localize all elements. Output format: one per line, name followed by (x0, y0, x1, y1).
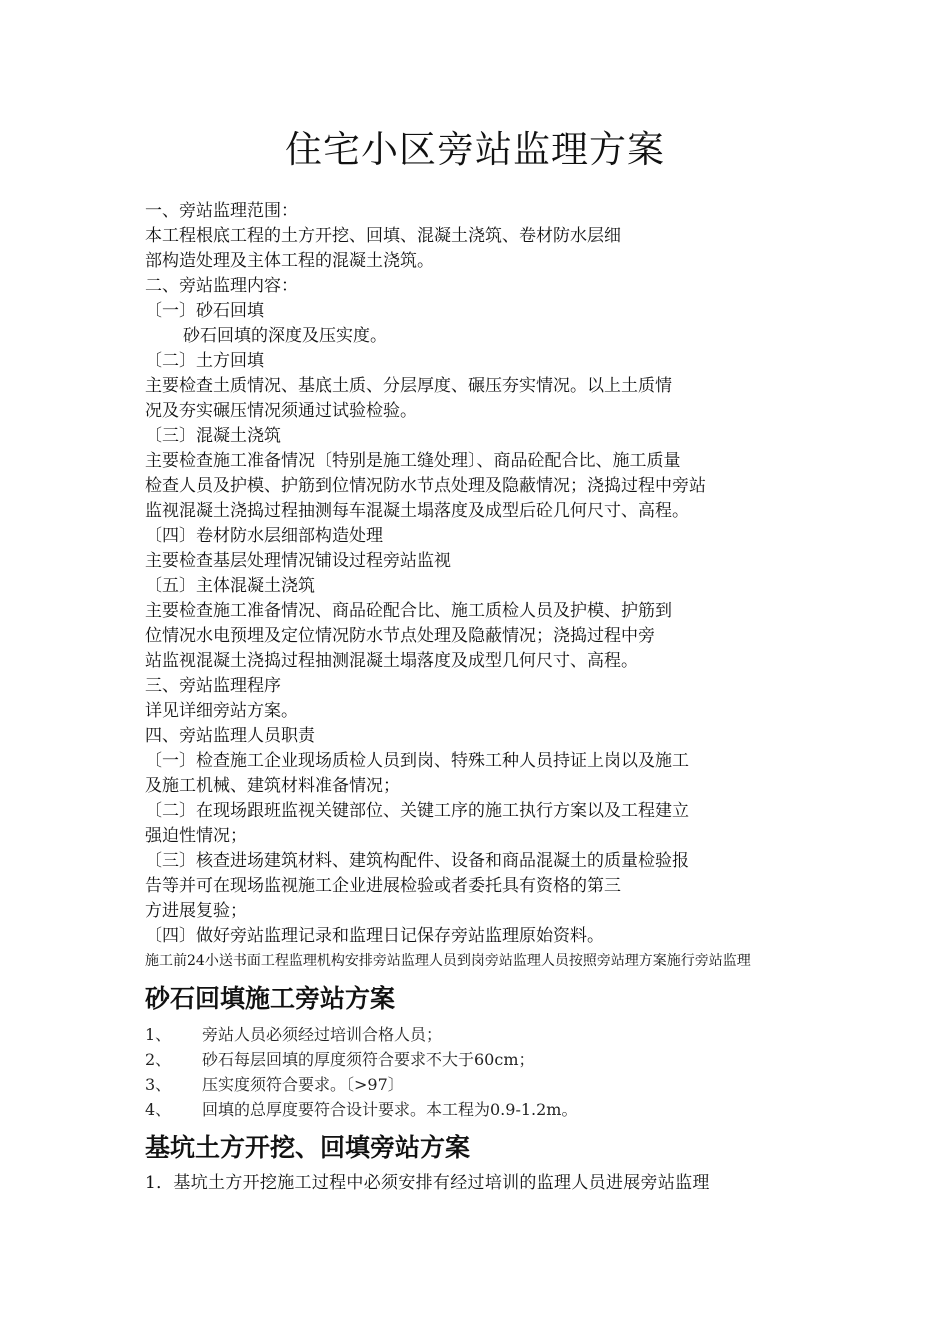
text-line: 强迫性情况； (145, 826, 247, 846)
page-title: 住宅小区旁站监理方案 (285, 128, 665, 171)
text-line: 〔五〕主体混凝土浇筑 (145, 576, 315, 596)
text-line: 四、旁站监理人员职责 (145, 726, 315, 746)
text-line: 一、旁站监理范围： (145, 201, 298, 221)
section-heading: 基坑土方开挖、回填旁站方案 (145, 1133, 471, 1162)
text-line: 〔三〕核查进场建筑材料、建筑构配件、设备和商品混凝土的质量检验报 (145, 851, 689, 871)
text-line: 方进展复验； (145, 901, 247, 921)
text-line: 站监视混凝土浇捣过程抽测混凝土塌落度及成型几何尺寸、高程。 (145, 651, 638, 671)
list-text: 回填的总厚度要符合设计要求。本工程为0.9-1.2m。 (202, 1100, 578, 1119)
text-line: 〔二〕土方回填 (145, 351, 264, 371)
list-item (145, 1047, 825, 1072)
text-line: 监视混凝土浇捣过程抽测每车混凝土塌落度及成型后砼几何尺寸、高程。 (145, 501, 689, 521)
text-line: 〔三〕混凝土浇筑 (145, 426, 281, 446)
document-body (145, 199, 825, 1196)
text-line: 〔四〕做好旁站监理记录和监理日记保存旁站监理原始资料。 (145, 926, 604, 946)
text-line: 主要检查施工准备情况、商品砼配合比、施工质检人员及护模、护筋到 (145, 601, 672, 621)
text-line: 详见详细旁站方案。 (145, 701, 298, 721)
section-heading: 砂石回填施工旁站方案 (145, 984, 396, 1013)
text-line: 部构造处理及主体工程的混凝土浇筑。 (145, 251, 434, 271)
text-line: 况及夯实碾压情况须通过试验检验。 (145, 401, 417, 421)
text-line: 主要检查基层处理情况铺设过程旁站监视 (145, 551, 451, 571)
text-line: 砂石回填的深度及压实度。 (183, 326, 387, 346)
list-number: 4、 (145, 1100, 172, 1119)
list-number: 1、 (145, 1025, 172, 1044)
text-line: 三、旁站监理程序 (145, 676, 281, 696)
text-line: 主要检查土质情况、基底土质、分层厚度、碾压夯实情况。以上土质情 (145, 376, 672, 396)
text-line: 二、旁站监理内容： (145, 276, 298, 296)
note-paragraph: 施工前24小送书面工程监理机构安排旁站监理人员到岗旁站监理人员按照旁站理方案施行旁站监理 (145, 953, 751, 969)
list-number: 3、 (145, 1075, 172, 1094)
text-line: 主要检查施工准备情况〔特别是施工缝处理〕、商品砼配合比、施工质量 (145, 451, 681, 471)
text-line: 〔四〕卷材防水层细部构造处理 (145, 526, 383, 546)
list-item (145, 1097, 825, 1122)
list-text: 旁站人员必须经过培训合格人员； (202, 1025, 443, 1044)
text-line: 〔一〕检查施工企业现场质检人员到岗、特殊工种人员持证上岗以及施工 (145, 751, 689, 771)
text-line: 检查人员及护模、护筋到位情况防水节点处理及隐蔽情况；浇捣过程中旁站 (145, 476, 706, 496)
text-line: 本工程根底工程的土方开挖、回填、混凝土浇筑、卷材防水层细 (145, 226, 621, 246)
text-line: 〔一〕砂石回填 (145, 301, 264, 321)
list-item (145, 1072, 825, 1097)
text-line: 告等并可在现场监视施工企业进展检验或者委托具有资格的第三 (145, 876, 621, 896)
text-line: 及施工机械、建筑材料准备情况； (145, 776, 400, 796)
text-line: 1．基坑土方开挖施工过程中必须安排有经过培训的监理人员进展旁站监理 (145, 1173, 710, 1193)
list-number: 2、 (145, 1050, 172, 1069)
text-line: 〔二〕在现场跟班监视关键部位、关键工序的施工执行方案以及工程建立 (145, 801, 689, 821)
list-text: 砂石每层回填的厚度须符合要求不大于60cm； (202, 1050, 535, 1069)
list-item (145, 1022, 825, 1047)
list-text: 压实度须符合要求。〔>97〕 (202, 1075, 404, 1094)
text-line: 位情况水电预埋及定位情况防水节点处理及隐蔽情况；浇捣过程中旁 (145, 626, 655, 646)
